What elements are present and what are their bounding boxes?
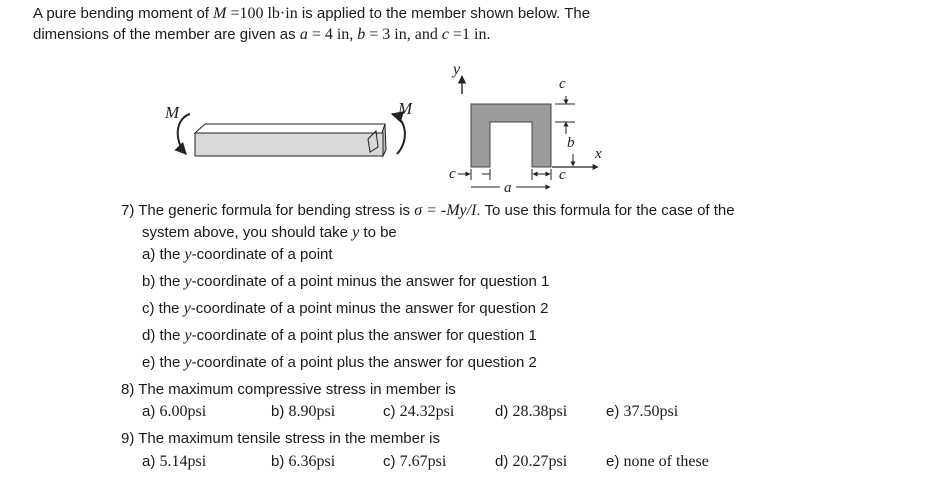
q7-option-e[interactable]: e) the y-coordinate of a point plus the answer for question 2 — [142, 354, 537, 371]
intro-line-2: dimensions of the member are given as a = 4 in, b = 3 in, and c =1 in. — [33, 26, 491, 43]
q9-option-b[interactable]: b) 6.36psi — [271, 453, 336, 470]
q7-option-d[interactable]: d) the y-coordinate of a point plus the answer for question 1 — [142, 327, 537, 344]
q9-option-a[interactable]: a) 5.14psi — [142, 453, 207, 470]
dim-a-label: a — [504, 180, 512, 196]
q8-option-e[interactable]: e) 37.50psi — [606, 403, 679, 420]
q7-stem-line-2: system above, you should take y to be — [142, 224, 397, 241]
q7-option-a[interactable]: a) the y-coordinate of a point — [142, 246, 333, 263]
q7-stem-line-1: 7) The generic formula for bending stress is σ = -My/I. To use this formula for the case of the — [121, 202, 735, 219]
q8-option-c[interactable]: c) 24.32psi — [383, 403, 455, 420]
q9-stem: 9) The maximum tensile stress in the member is — [121, 430, 440, 447]
dim-c-right-label: c — [559, 167, 566, 183]
dim-c-left-label: c — [449, 166, 456, 182]
q8-option-a[interactable]: a) 6.00psi — [142, 403, 207, 420]
member-figure — [0, 0, 934, 200]
x-axis-label: x — [595, 146, 602, 162]
q9-option-d[interactable]: d) 20.27psi — [495, 453, 568, 470]
moment-left-label: M — [165, 103, 180, 122]
y-axis-label: y — [453, 61, 461, 78]
q8-option-b[interactable]: b) 8.90psi — [271, 403, 336, 420]
moment-right-arrow — [392, 114, 405, 154]
q7-option-b[interactable]: b) the y-coordinate of a point minus the answer for question 1 — [142, 273, 550, 290]
q7-option-c[interactable]: c) the y-coordinate of a point minus the answer for question 2 — [142, 300, 549, 317]
intro-line-1: A pure bending moment of M =100 lb·in is applied to the member shown below. The — [33, 5, 591, 22]
moment-right-label: M — [398, 99, 413, 118]
beam — [195, 124, 386, 156]
q8-stem: 8) The maximum compressive stress in member is — [121, 381, 456, 398]
q9-option-e[interactable]: e) none of these — [606, 453, 709, 470]
q9-option-c[interactable]: c) 7.67psi — [383, 453, 447, 470]
moment-left-arrow — [178, 114, 190, 154]
cross-section — [471, 104, 551, 167]
dim-b-label: b — [567, 135, 575, 151]
dim-c-top-label: c — [559, 76, 566, 92]
q8-option-d[interactable]: d) 28.38psi — [495, 403, 568, 420]
